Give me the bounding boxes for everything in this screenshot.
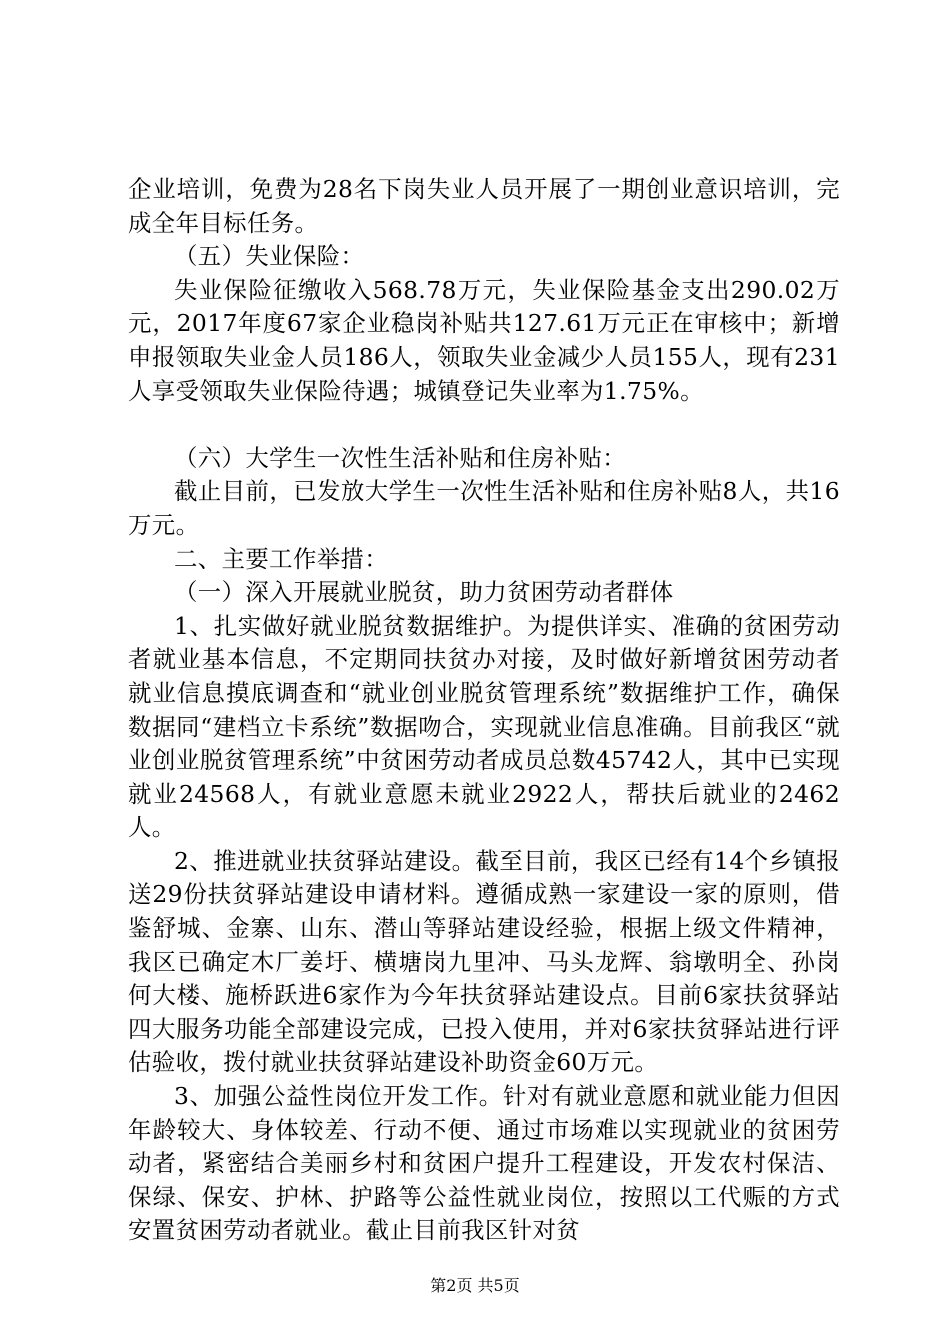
page-footer (0, 1276, 950, 1296)
document-body (128, 173, 840, 1248)
paragraph-unemployment-insurance: 失业保险征缴收入568.78万元，失业保险基金支出290.02万元，2017年度67家企业稳岗补贴共127.61万元正在审核中；新增申报领取失业金人员186人，领取失业金减少人员155人，现有231人享受领取失业保险待遇；城镇登记失业率为1.75%。 (128, 275, 840, 405)
section-heading-unemployment-insurance: （五）失业保险： (174, 242, 365, 271)
page-number-label: 第2页 共5页 (430, 1276, 520, 1295)
paragraph-public-welfare-jobs: 3、加强公益性岗位开发工作。针对有就业意愿和就业能力但因年龄较大、身体较差、行动不便、通过市场难以实现就业的贫困劳动者，紧密结合美丽乡村和贫困户提升工程建设，开发农村保洁、保绿、保安、护林、护路等公益性就业岗位，按照以工代赈的方式安置贫困劳动者就业。截止目前我区针对贫 (128, 1082, 840, 1245)
paragraph-graduate-subsidy: 截止目前，已发放大学生一次性生活补贴和住房补贴8人，共16万元。 (128, 477, 840, 539)
section-heading-main-measures: 二、主要工作举措： (174, 544, 389, 573)
paragraph-poverty-station: 2、推进就业扶贫驿站建设。截至目前，我区已经有14个乡镇报送29份扶贫驿站建设申请材料。遵循成熟一家建设一家的原则，借鉴舒城、金寨、山东、潜山等驿站建设经验，根据上级文件精神，我区已确定木厂姜圩、横塘岗九里冲、马头龙辉、翁墩明全、孙岗何大楼、施桥跃进6家作为今年扶贫驿站建设点。目前6家扶贫驿站四大服务功能全部建设完成，已投入使用，并对6家扶贫驿站进行评估验收，拨付就业扶贫驿站建设补助资金60万元。 (128, 846, 840, 1077)
subsection-heading-employment-poverty: （一）深入开展就业脱贫，助力贫困劳动者群体 (174, 578, 674, 607)
continuation-paragraph: 企业培训，免费为28名下岗失业人员开展了一期创业意识培训，完成全年目标任务。 (128, 175, 840, 237)
paragraph-data-maintenance: 1、扎实做好就业脱贫数据维护。为提供详实、准确的贫困劳动者就业基本信息，不定期同扶贫办对接，及时做好新增贫困劳动者就业信息摸底调查和“就业创业脱贫管理系统”数据维护工作，确保数据同“建档立卡系统”数据吻合，实现就业信息准确。目前我区“就业创业脱贫管理系统”中贫困劳动者成员总数45742人，其中已实现就业24568人，有就业意愿未就业2922人，帮扶后就业的2462人。 (128, 611, 840, 842)
section-heading-graduate-subsidy: （六）大学生一次性生活补贴和住房补贴： (174, 443, 627, 472)
